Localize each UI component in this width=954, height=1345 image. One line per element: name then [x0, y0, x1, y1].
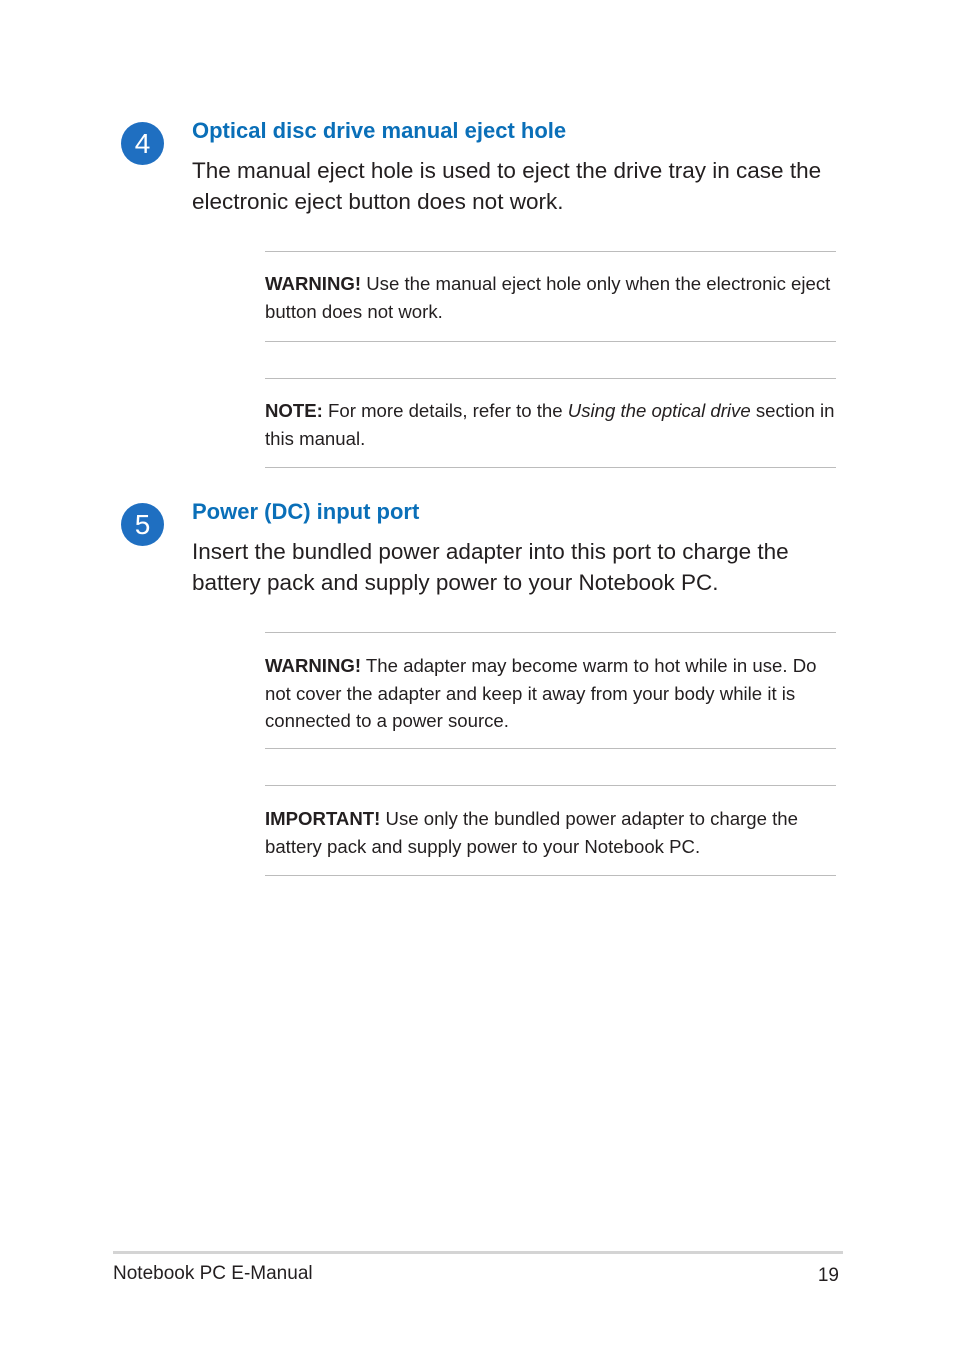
warning-notice [265, 251, 836, 342]
section-title: Power (DC) input port [192, 499, 420, 524]
warning-notice [265, 632, 836, 749]
note-label: NOTE: [265, 400, 323, 421]
note-message-end: section in this manual. [265, 400, 835, 449]
warning-message: The adapter may become warm to hot while in use. Do not cover the adapter and keep it away from your body while it is connected to a power source. [265, 655, 817, 731]
page-number: 19 [817, 1265, 839, 1286]
warning-label: WARNING! [265, 273, 362, 294]
note-reference-title: Using the optical drive [567, 400, 751, 421]
section-description: Insert the bundled power adapter into this port to charge the battery pack and supply power to your Notebook PC. [192, 539, 789, 595]
important-message: Use only the bundled power adapter to charge the battery pack and supply power to your Notebook PC. [265, 808, 798, 857]
warning-message: Use the manual eject hole only when the electronic eject button does not work. [265, 273, 831, 322]
important-text [265, 805, 840, 860]
section-description: The manual eject hole is used to eject the drive tray in case the electronic eject button does not work. [192, 158, 822, 214]
note-message-start: For more details, refer to the [322, 400, 568, 421]
warning-text [265, 270, 840, 325]
note-text [265, 397, 840, 452]
section-number-badge: 5 [121, 503, 164, 546]
warning-label: WARNING! [265, 655, 362, 676]
section-title: Optical disc drive manual eject hole [192, 118, 567, 143]
footer-divider [113, 1251, 843, 1254]
footer-manual-title: Notebook PC E-Manual [113, 1263, 313, 1284]
section-number-badge: 4 [121, 122, 164, 165]
important-notice [265, 785, 836, 876]
important-label: IMPORTANT! [265, 808, 381, 829]
warning-text [265, 652, 840, 735]
note-notice [265, 378, 836, 468]
